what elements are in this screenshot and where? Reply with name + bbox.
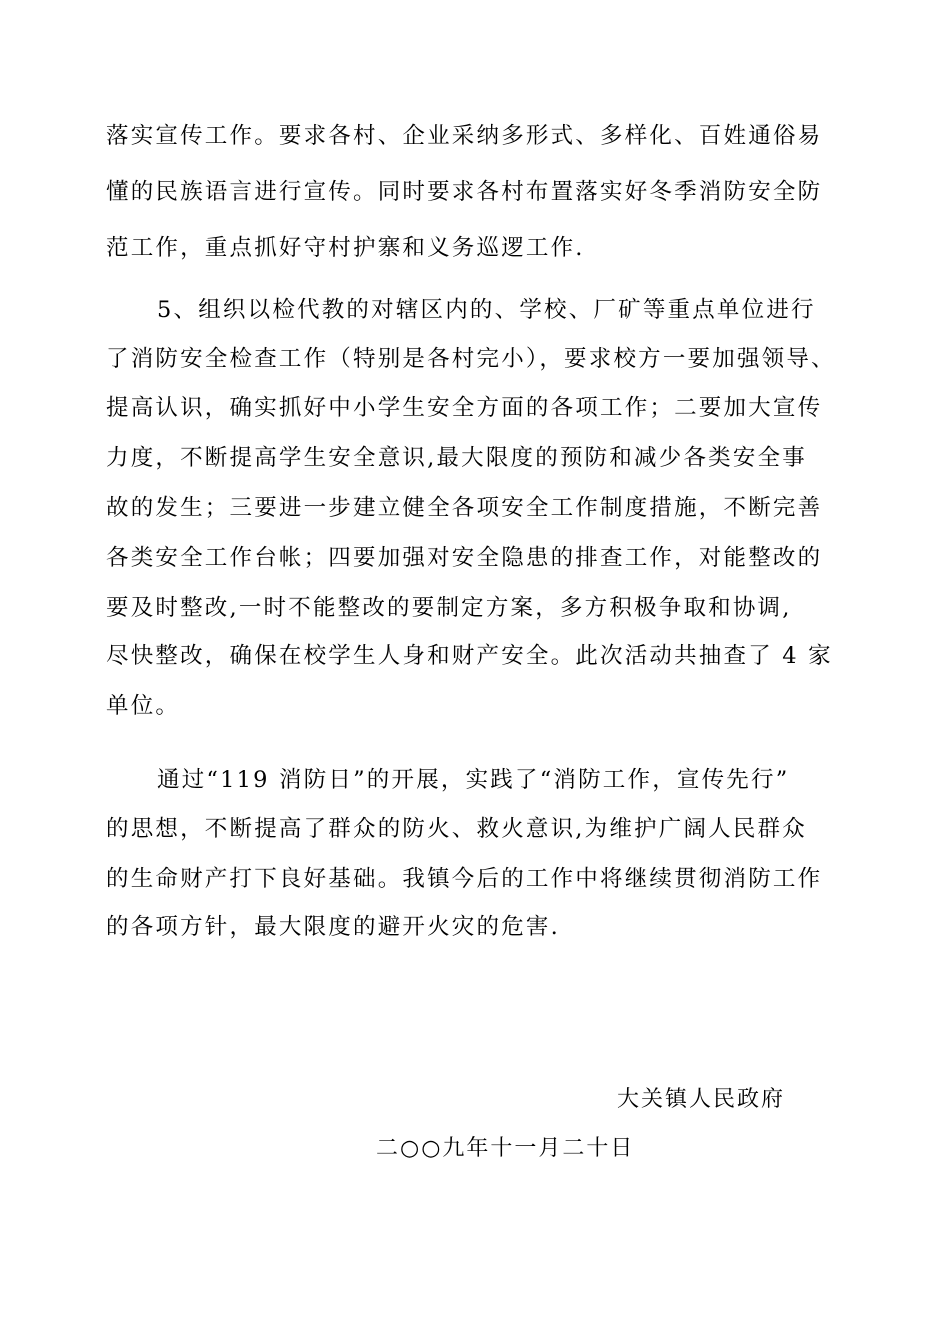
paragraph-2-line-8: 尽快整改，确保在校学生人身和财产安全。此次活动共抽查了 4 家 [106, 643, 833, 669]
paragraph-2-line-3: 提高认识，确实抓好中小学生安全方面的各项工作；二要加大宣传 [106, 395, 823, 421]
paragraph-2-line-2: 了消防安全检查工作（特别是各村完小），要求校方一要加强领导、 [106, 346, 836, 372]
paragraph-3-line-1: 通过“119 消防日”的开展，实践了“消防工作，宣传先行” [157, 767, 790, 793]
paragraph-3-line-4: 的各项方针，最大限度的避开火灾的危害. [106, 914, 560, 940]
paragraph-2-line-9: 单位。 [106, 693, 181, 719]
issuer-name: 大关镇人民政府 [617, 1087, 786, 1112]
paragraph-3-line-2: 的思想，不断提高了群众的防火、救火意识,为维护广阔人民群众 [106, 816, 807, 842]
paragraph-2-line-5: 故的发生；三要进一步建立健全各项安全工作制度措施，不断完善 [106, 495, 823, 521]
paragraph-1-line-3: 范工作，重点抓好守村护寨和义务巡逻工作. [106, 235, 585, 261]
paragraph-2-line-6: 各类安全工作台帐；四要加强对安全隐患的排查工作，对能整改的 [106, 545, 823, 571]
paragraph-1-line-1: 落实宣传工作。要求各村、企业采纳多形式、多样化、百姓通俗易 [106, 123, 823, 149]
paragraph-2-line-7: 要及时整改,一时不能整改的要制定方案，多方积极争取和协调, [106, 595, 792, 621]
paragraph-3-line-3: 的生命财产打下良好基础。我镇今后的工作中将继续贯彻消防工作 [106, 866, 823, 892]
paragraph-1-line-2: 懂的民族语言进行宣传。同时要求各村布置落实好冬季消防安全防 [106, 179, 823, 205]
paragraph-2-line-1: 5、组织以检代教的对辖区内的、学校、厂矿等重点单位进行 [157, 297, 816, 323]
paragraph-2-line-4: 力度，不断提高学生安全意识,最大限度的预防和减少各类安全事 [106, 445, 807, 471]
issue-date: 二○○九年十一月二十日 [376, 1136, 635, 1161]
